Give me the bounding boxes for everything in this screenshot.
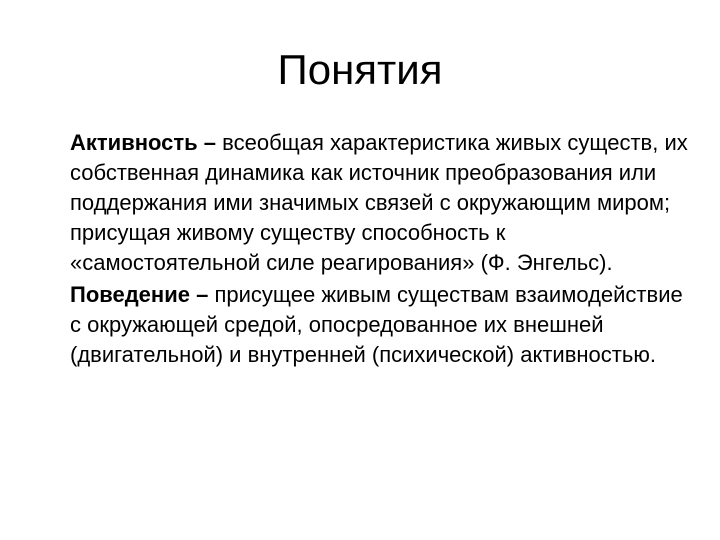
term-activity: Активность – <box>70 130 217 155</box>
definition-behavior <box>70 280 690 370</box>
slide-body <box>70 128 690 372</box>
definition-activity-text: всеобщая характеристика живых существ, их собственная динамика как источник преобразования или поддержания ими значимых связей с окружающим миром; присущая живому существу способность к «самостоятельной силе реагирования» (Ф. Энгельс). <box>70 130 688 275</box>
definition-activity <box>70 128 690 278</box>
definition-behavior-text: присущее живым существам взаимодействие с окружающей средой, опосредованное их внешней (двигательной) и внутренней (психической) активностью. <box>70 282 683 367</box>
term-behavior: Поведение – <box>70 282 209 307</box>
slide-title: Понятия <box>277 46 443 93</box>
